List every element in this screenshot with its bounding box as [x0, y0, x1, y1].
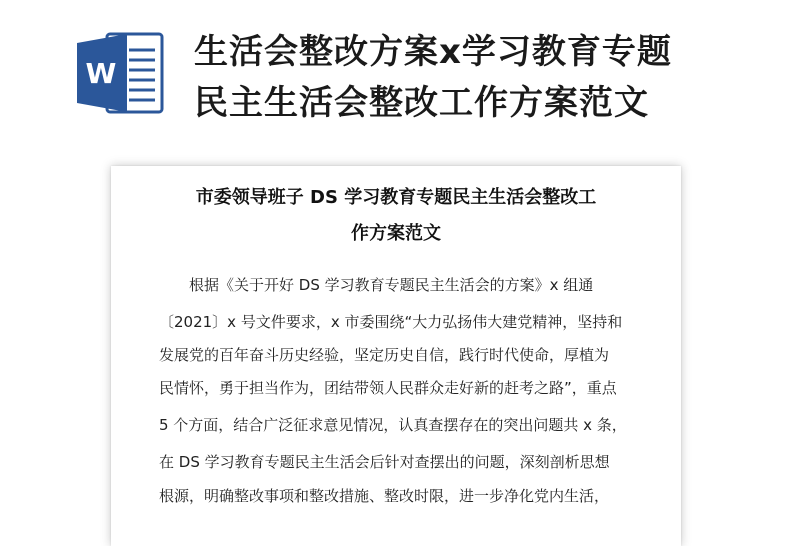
- word-document-icon: [77, 31, 165, 115]
- page-title-line-2: 民主生活会整改工作方案范文: [194, 83, 649, 123]
- document-page-preview: [111, 166, 681, 546]
- page-title-line-1: 生活会整改方案x学习教育专题: [194, 32, 672, 72]
- document-body-line: 根源，明确整改事项和整改措施、整改时限，进一步净化党内生活，: [159, 487, 610, 505]
- document-body-line: 在 DS 学习教育专题民主生活会后针对查摆出的问题，深刻剖析思想: [159, 453, 610, 471]
- document-body-line: 5 个方面，结合广泛征求意见情况，认真查摆存在的突出问题共 x 条，: [159, 416, 627, 434]
- header: [0, 0, 800, 150]
- document-body-line: 〔2021〕x 号文件要求，x 市委围绕“大力弘扬伟大建党精神，坚持和: [159, 313, 623, 331]
- document-body-line: 民情怀，勇于担当作为，团结带领人民群众走好新的赶考之路”，重点: [159, 379, 617, 397]
- word-icon-letter: W: [85, 57, 117, 90]
- document-body-line: 发展党的百年奋斗历史经验，坚定历史自信，践行时代使命，厚植为: [159, 346, 610, 364]
- document-body-line: 根据《关于开好 DS 学习教育专题民主生活会的方案》x 组通: [159, 276, 594, 294]
- document-title-line-1: 市委领导班子 DS 学习教育专题民主生活会整改工: [195, 187, 597, 208]
- document-title-line-2: 作方案范文: [351, 223, 441, 244]
